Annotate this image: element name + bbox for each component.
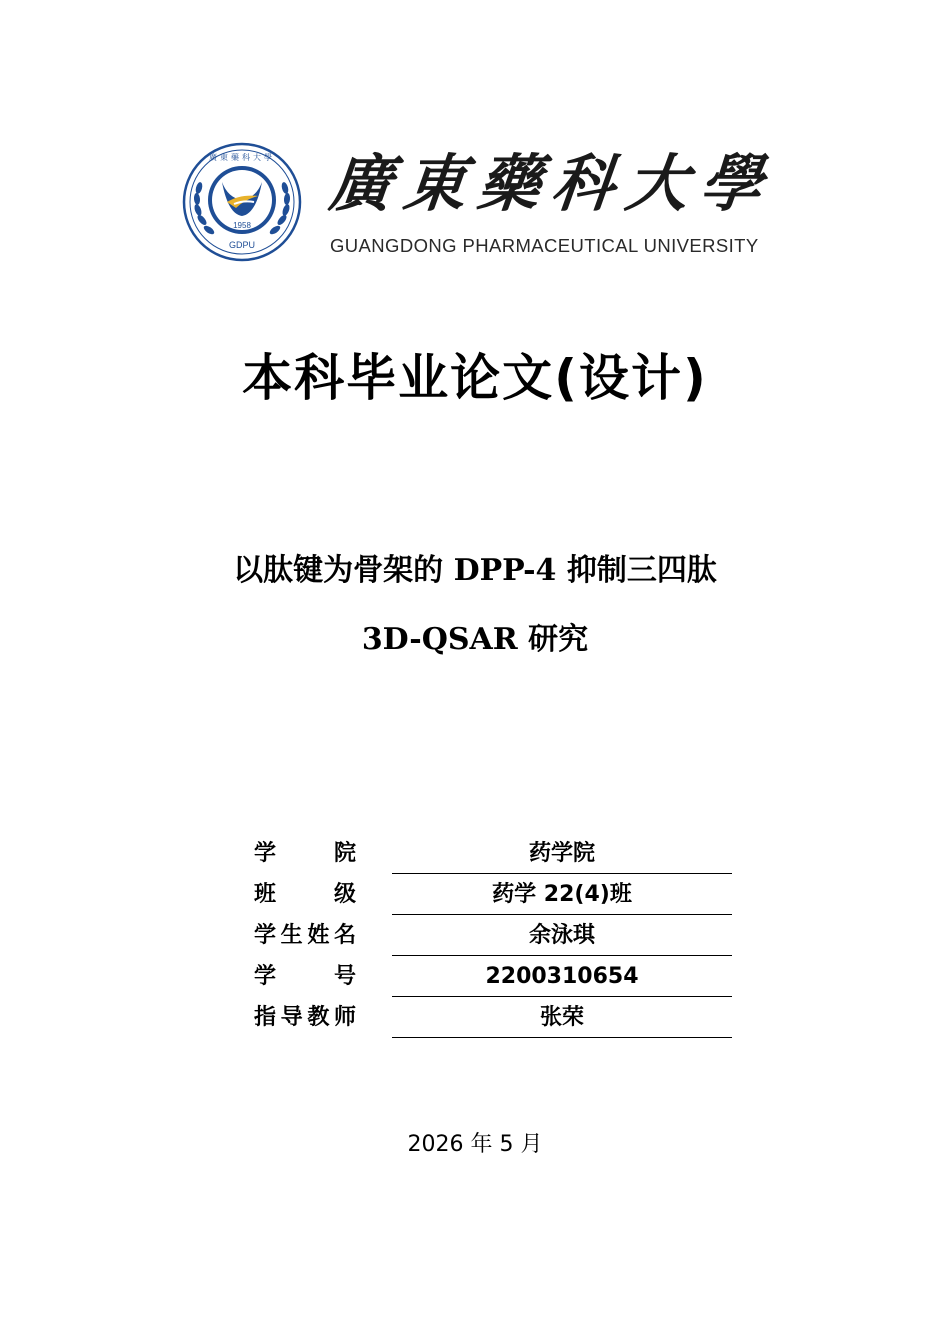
value-advisor: 张荣 [392,999,732,1038]
university-seal-logo [182,142,302,262]
label-char: 姓 [307,923,330,948]
value-student-name: 余泳琪 [392,917,732,956]
university-name-cn: 廣東藥科大學 [326,147,778,220]
university-header [180,140,780,265]
thesis-title-line1: 以肽键为骨架的 DPP-4 抑制三四肽 [233,553,717,588]
label-char: 学 [254,923,277,948]
label-char: 学 [254,841,277,866]
info-row-student-id [254,958,734,999]
info-row-student-name [254,917,734,958]
label-advisor [254,999,356,1037]
seal-year: 1958 [233,221,251,230]
label-char: 号 [333,964,356,989]
label-college [254,835,356,873]
info-row-class [254,876,734,917]
label-student-id [254,958,356,996]
label-char: 教 [307,1005,330,1030]
document-title: 本科毕业论文(设计) [242,349,708,407]
student-info-table [254,835,734,1040]
label-char: 班 [254,882,277,907]
label-char: 导 [280,1005,303,1030]
seal-ring-text: 廣東藥科大學 [209,153,275,162]
label-class [254,876,356,914]
seal-emblem-icon [182,142,302,262]
value-class: 药学 22(4)班 [392,876,732,915]
seal-abbr: GDPU [228,240,256,250]
university-name-en: GUANGDONG PHARMACEUTICAL UNIVERSITY [330,235,759,256]
thesis-title-line2: 3D-QSAR 研究 [361,622,589,657]
label-char: 学 [254,964,277,989]
info-row-advisor [254,999,734,1040]
label-char: 生 [280,923,303,948]
label-char: 名 [333,923,356,948]
info-row-college [254,835,734,876]
label-char: 师 [333,1005,356,1030]
label-student-name [254,917,356,955]
label-char: 院 [333,841,356,866]
submission-date: 2026 年 5 月 [407,1132,543,1157]
label-char: 指 [254,1005,277,1030]
value-student-id: 2200310654 [392,958,732,997]
value-college: 药学院 [392,835,732,874]
label-char: 级 [333,882,356,907]
